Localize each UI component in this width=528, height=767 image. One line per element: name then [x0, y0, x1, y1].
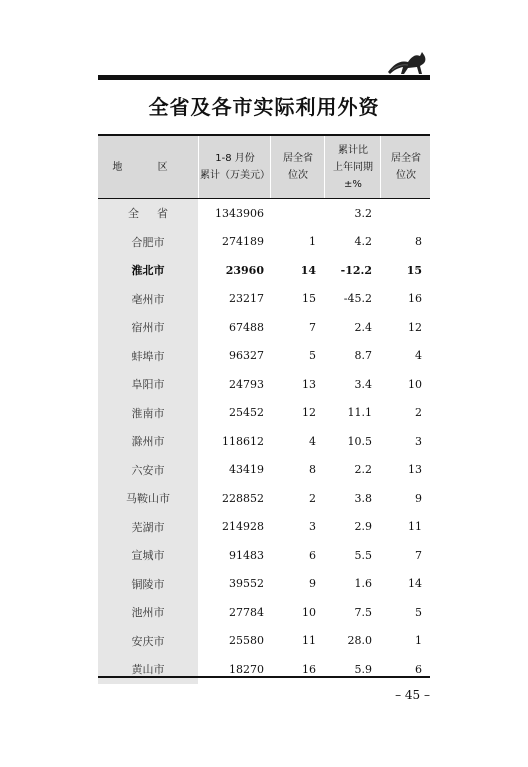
yoy-rank-value: 14	[408, 577, 422, 591]
region-name: 亳州市	[98, 285, 198, 314]
rank-value: 6	[309, 548, 316, 562]
yoy-rank-value: 11	[408, 520, 422, 534]
yoy-value: 7.5	[354, 605, 372, 619]
region-name: 淮北市	[98, 256, 198, 285]
table-row-highlighted	[98, 256, 430, 285]
region-name: 淮南市	[98, 399, 198, 428]
yoy-rank-value: 9	[415, 491, 422, 505]
top-rule	[98, 75, 430, 80]
yoy-value: 3.4	[354, 377, 372, 391]
yoy-value: 2.4	[354, 320, 372, 334]
table-row	[98, 541, 430, 570]
region-name: 阜阳市	[98, 370, 198, 399]
header-region: 地 区	[112, 161, 184, 173]
cumulative-value: 23217	[229, 292, 264, 306]
rank-value: 7	[309, 320, 316, 334]
horse-logo-icon	[386, 46, 430, 76]
yoy-rank-value: 15	[406, 263, 422, 277]
region-name: 全省	[98, 199, 198, 228]
yoy-value: 4.2	[354, 235, 372, 249]
region-name: 安庆市	[98, 627, 198, 656]
region-name: 芜湖市	[98, 513, 198, 542]
region-name: 宿州市	[98, 313, 198, 342]
rank-value: 15	[302, 292, 316, 306]
table-row	[98, 285, 430, 314]
region-name: 铜陵市	[98, 570, 198, 599]
yoy-rank-value: 7	[415, 548, 422, 562]
yoy-value: 1.6	[354, 577, 372, 591]
table-row	[98, 456, 430, 485]
cumulative-value: 118612	[222, 434, 264, 448]
yoy-rank-value: 4	[415, 349, 422, 363]
cumulative-value: 18270	[229, 662, 264, 676]
table-row	[98, 342, 430, 371]
rank-value: 8	[309, 463, 316, 477]
cumulative-value: 25452	[229, 406, 264, 420]
cumulative-value: 25580	[229, 634, 264, 648]
header-rank: 居全省 位次	[270, 136, 325, 198]
yoy-value: 3.2	[354, 206, 372, 220]
cumulative-value: 27784	[229, 605, 264, 619]
region-name: 宣城市	[98, 541, 198, 570]
rank-value: 9	[309, 577, 316, 591]
table-row	[98, 199, 430, 228]
table-row	[98, 228, 430, 257]
yoy-rank-value: 8	[415, 235, 422, 249]
table-row	[98, 627, 430, 656]
table-row	[98, 313, 430, 342]
yoy-value: 28.0	[347, 634, 372, 648]
cumulative-value: 24793	[229, 377, 264, 391]
yoy-rank-value: 12	[408, 320, 422, 334]
yoy-value: 5.9	[354, 662, 372, 676]
cumulative-value: 39552	[229, 577, 264, 591]
table-row	[98, 570, 430, 599]
cumulative-value: 228852	[222, 491, 264, 505]
table-row	[98, 427, 430, 456]
rank-value: 1	[309, 235, 316, 249]
rank-value: 4	[309, 434, 316, 448]
cumulative-value: 67488	[229, 320, 264, 334]
rank-value: 12	[302, 406, 316, 420]
yoy-rank-value	[380, 199, 422, 228]
yoy-rank-value: 5	[415, 605, 422, 619]
table-row	[98, 513, 430, 542]
rank-value: 11	[302, 634, 316, 648]
region-name: 六安市	[98, 456, 198, 485]
rank-value: 10	[302, 605, 316, 619]
cumulative-value: 214928	[222, 520, 264, 534]
cumulative-value: 274189	[222, 235, 264, 249]
rank-value: 13	[302, 377, 316, 391]
region-name: 蚌埠市	[98, 342, 198, 371]
cumulative-value: 91483	[229, 548, 264, 562]
header-yoy: 累计比 上年同期 ±%	[324, 136, 381, 198]
rank-value: 5	[309, 349, 316, 363]
rank-value: 16	[302, 662, 316, 676]
cumulative-value: 1343906	[215, 206, 264, 220]
yoy-value: 5.5	[354, 548, 372, 562]
bottom-rule	[98, 676, 430, 678]
table-row	[98, 399, 430, 428]
cumulative-value: 23960	[225, 263, 264, 277]
cumulative-value: 96327	[229, 349, 264, 363]
region-name: 滁州市	[98, 427, 198, 456]
rank-value: 3	[309, 520, 316, 534]
header-cumulative: 1-8 月份 累计（万美元）	[198, 136, 271, 198]
yoy-value: -45.2	[343, 292, 372, 306]
yoy-value: 3.8	[354, 491, 372, 505]
data-table	[98, 134, 430, 684]
yoy-value: 11.1	[347, 406, 372, 420]
cumulative-value: 43419	[229, 463, 264, 477]
page-title: 全省及各市实际利用外资	[148, 95, 380, 119]
yoy-value: 10.5	[347, 434, 372, 448]
yoy-rank-value: 2	[415, 406, 422, 420]
table-row	[98, 598, 430, 627]
rank-value: 2	[309, 491, 316, 505]
yoy-rank-value: 6	[415, 662, 422, 676]
yoy-value: 2.9	[354, 520, 372, 534]
yoy-value: 8.7	[354, 349, 372, 363]
yoy-value: -12.2	[340, 263, 372, 277]
page-number: – 45 –	[395, 688, 430, 702]
region-name: 马鞍山市	[98, 484, 198, 513]
table-body	[98, 199, 430, 684]
yoy-value: 2.2	[354, 463, 372, 477]
table-row	[98, 370, 430, 399]
region-name: 合肥市	[98, 228, 198, 257]
yoy-rank-value: 16	[408, 292, 422, 306]
yoy-rank-value: 13	[408, 463, 422, 477]
region-name: 黄山市	[98, 655, 198, 684]
region-name: 池州市	[98, 598, 198, 627]
table-row	[98, 484, 430, 513]
rank-value: 14	[300, 263, 316, 277]
yoy-rank-value: 1	[415, 634, 422, 648]
yoy-rank-value: 10	[408, 377, 422, 391]
table-header	[98, 134, 430, 199]
rank-value	[270, 199, 316, 228]
header-yoy-rank: 居全省 位次	[380, 136, 431, 198]
table-row	[98, 655, 430, 684]
yoy-rank-value: 3	[415, 434, 422, 448]
